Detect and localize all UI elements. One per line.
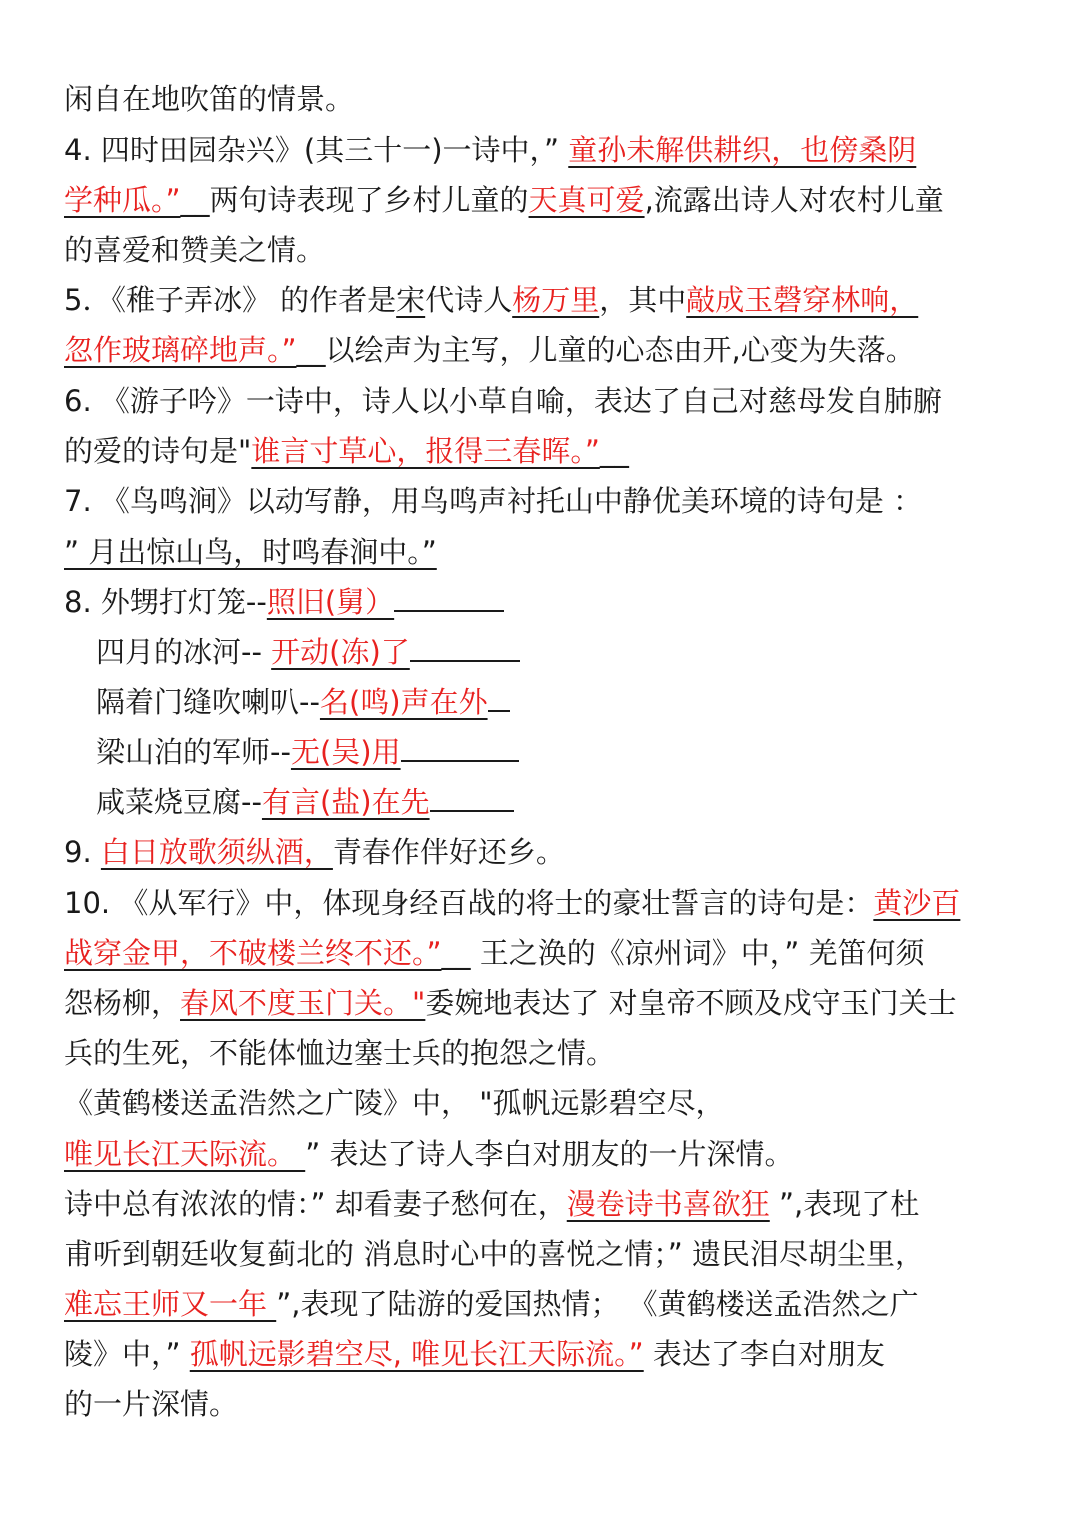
answer-text: 有言(盐)在先 (261, 785, 430, 819)
blank-answer: ” 月出惊山鸟，时鸣春涧中。” (64, 535, 437, 569)
answer-text: 孤帆远影碧空尽, 唯见长江天际流。” (189, 1337, 644, 1371)
question-text: 4. 四时田园杂兴》(其三十一)一诗中，” (64, 133, 569, 167)
answer-text: 黄沙百 (873, 886, 961, 920)
question-text: __ 王之涣的《凉州词》中，” 羌笛何须 (441, 936, 925, 970)
fill-blank-line (410, 630, 520, 662)
text-line (64, 529, 437, 575)
answer-text: 难忘王师又一年 (64, 1287, 277, 1321)
answer-text: 谁言寸草心，报得三春晖。” (251, 434, 600, 468)
text-line (64, 1331, 885, 1377)
fill-blank-line (394, 580, 504, 612)
answer-text: 天真可爱 (528, 183, 645, 217)
answer-text: 学种瓜。” (64, 183, 181, 217)
text-line (64, 829, 565, 875)
question-text: 的爱的诗句是" (64, 434, 252, 468)
text-line (64, 127, 916, 173)
answer-text: 名(鸣)声在外 (319, 685, 488, 719)
question-text: 的一片深情。 (64, 1387, 239, 1421)
text-line (64, 428, 629, 474)
text-line (64, 880, 960, 926)
question-text: ” 表达了诗人李白对朋友的一片深情。 (305, 1137, 794, 1171)
question-text: 青春作伴好还乡。 (332, 835, 565, 869)
question-text: 梁山泊的军师-- (96, 735, 291, 769)
fill-blank-line (401, 730, 519, 762)
question-text: 7. 《鸟鸣涧》以动写静，用鸟鸣声衬托山中静优美环境的诗句是 ： (64, 484, 923, 518)
question-text: 表达了李白对朋友 (643, 1337, 885, 1371)
question-text: ,流露出诗人对农村儿童 (644, 183, 944, 217)
question-text: 5．《稚子弄冰》 的作者是 (64, 283, 397, 317)
answer-text: 春风不度玉门关。" (180, 986, 426, 1020)
question-text: 6. 《游子吟》一诗中，诗人以小草自喻，表达了自己对慈母发自肺腑 (64, 384, 942, 418)
question-text: 兵的生死，不能体恤边塞士兵的抱怨之情。 (64, 1036, 616, 1070)
question-text: 隔着门缝吹喇叭-- (96, 685, 320, 719)
text-line (64, 579, 504, 625)
text-line (64, 177, 944, 223)
answer-text: 无(吴)用 (290, 735, 401, 769)
question-text: __两句诗表现了乡村儿童的 (180, 183, 529, 217)
text-line (64, 1080, 725, 1126)
question-text: 四月的冰河-- (96, 635, 272, 669)
answer-text: 唯见长江天际流。 (64, 1137, 306, 1171)
question-text: 咸菜烧豆腐-- (96, 785, 262, 819)
text-line (64, 1381, 238, 1427)
answer-text: 白日放歌须纵酒， (100, 835, 333, 869)
fill-blank-line (488, 680, 510, 712)
question-text: 的喜爱和赞美之情。 (64, 233, 326, 267)
question-text: 怨杨柳， (64, 986, 181, 1020)
answer-text: 童孙未解供耕织，也傍桑阴 (568, 133, 917, 167)
text-line (64, 227, 325, 273)
text-line (96, 779, 514, 825)
text-line (64, 76, 354, 122)
answer-text: 战穿金甲，不破楼兰终不还。” (64, 936, 442, 970)
text-line (64, 1231, 924, 1277)
question-text: 9. (64, 835, 101, 869)
question-text: ”,表现了杜 (769, 1187, 920, 1221)
text-line (64, 327, 915, 373)
question-text: __ (599, 434, 629, 468)
fill-blank-line (430, 780, 514, 812)
answer-text: 杨万里 (512, 283, 600, 317)
question-text: 陵》中，” (64, 1337, 190, 1371)
answer-text: 照旧(舅） (266, 585, 395, 619)
answer-text: 开动(冻)了 (271, 635, 410, 669)
text-line (64, 1131, 793, 1177)
question-text: __以绘声为主写，儿童的心态由开,心变为失落。 (296, 333, 915, 367)
question-text: ”,表现了陆游的爱国热情； 《黄鹤楼送孟浩然之广 (276, 1287, 919, 1321)
answer-text: 忽作玻璃碎地声。” (64, 333, 297, 367)
text-line (64, 930, 925, 976)
text-line (64, 277, 918, 323)
text-line (64, 478, 922, 524)
question-text: 诗中总有浓浓的情：” 却看妻子愁何在， (64, 1187, 567, 1221)
answer-text: 敲成玉磬穿林响， (686, 283, 919, 317)
text-line (64, 378, 942, 424)
blank-answer: 宋 (396, 283, 426, 317)
text-line (64, 980, 957, 1026)
question-text: ，其中 (599, 283, 687, 317)
question-text: 闲自在地吹笛的情景。 (64, 82, 355, 116)
text-line (96, 679, 510, 725)
question-text: 10. 《从军行》中，体现身经百战的将士的豪壮誓言的诗句是： (64, 886, 874, 920)
text-line (96, 629, 520, 675)
question-text: 委婉地表达了 对皇帝不顾及戍守玉门关士 (425, 986, 957, 1020)
question-text: 代诗人 (425, 283, 513, 317)
text-line (64, 1281, 919, 1327)
question-text: 8. 外甥打灯笼-- (64, 585, 267, 619)
text-line (64, 1181, 919, 1227)
answer-text: 漫卷诗书喜欲狂 (566, 1187, 770, 1221)
question-text: 甫听到朝廷收复蓟北的 消息时心中的喜悦之情；” 遗民泪尽胡尘里， (64, 1237, 924, 1271)
text-line (64, 1030, 615, 1076)
question-text: 《黄鹤楼送孟浩然之广陵》中， "孤帆远影碧空尽， (64, 1086, 725, 1120)
text-line (96, 729, 519, 775)
